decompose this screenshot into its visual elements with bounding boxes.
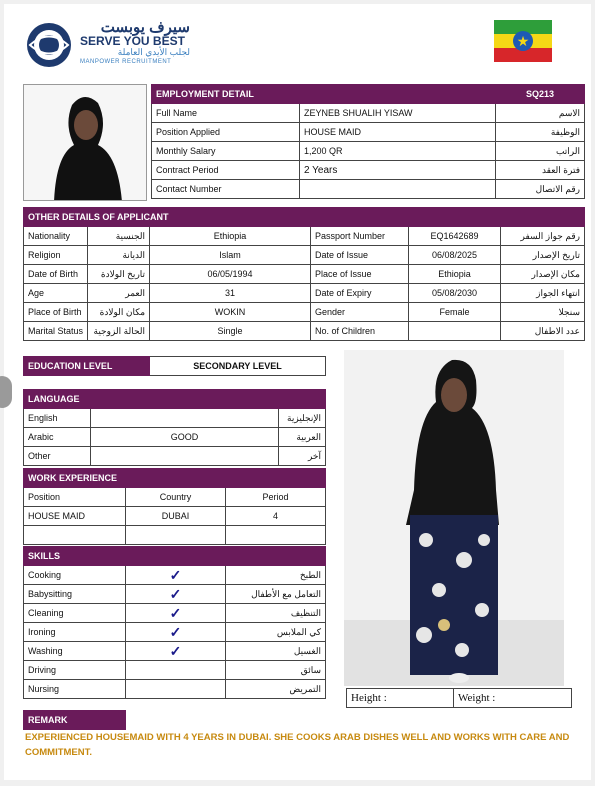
check-icon bbox=[126, 680, 226, 699]
language-name: English bbox=[24, 409, 91, 428]
skill-name-ar: التنظيف bbox=[226, 604, 326, 623]
table-row bbox=[24, 507, 326, 526]
remark-table bbox=[23, 710, 585, 730]
field-label: Nationality bbox=[24, 227, 88, 246]
salary-value: 1,200 QR bbox=[300, 142, 496, 161]
country-flag bbox=[494, 20, 552, 62]
field-label-ar: مكان الإصدار bbox=[501, 265, 585, 284]
field-label: Marital Status bbox=[24, 322, 88, 341]
field-label: Contract Period bbox=[152, 161, 300, 180]
field-label: Position Applied bbox=[152, 123, 300, 142]
field-label-ar: مكان الولادة bbox=[88, 303, 150, 322]
field-label: Place of Birth bbox=[24, 303, 88, 322]
field-value: Female bbox=[409, 303, 501, 322]
field-label-ar: الراتب bbox=[495, 142, 584, 161]
field-label-ar: سنجلا bbox=[501, 303, 585, 322]
field-label: Date of Issue bbox=[311, 246, 409, 265]
other-details-header: OTHER DETAILS OF APPLICANT bbox=[24, 208, 585, 227]
work-country: DUBAI bbox=[126, 507, 226, 526]
language-table bbox=[23, 389, 326, 466]
full-name-value: ZEYNEB SHUALIH YISAW bbox=[300, 104, 496, 123]
logo-arabic-name: سيرف يوبست bbox=[100, 19, 190, 36]
language-name-ar: الإنجليزية bbox=[279, 409, 326, 428]
skill-row bbox=[24, 661, 326, 680]
language-level bbox=[91, 409, 279, 428]
skill-name: Ironing bbox=[24, 623, 126, 642]
field-label-ar: فترة العقد bbox=[495, 161, 584, 180]
field-label: Monthly Salary bbox=[152, 142, 300, 161]
logo-arabic-sub: لجلب الأيدي العاملة bbox=[117, 47, 190, 57]
check-icon: ✓ bbox=[126, 566, 226, 585]
contract-value: 2 Years bbox=[300, 161, 496, 180]
work-experience-header: WORK EXPERIENCE bbox=[24, 469, 326, 488]
skill-row bbox=[24, 585, 326, 604]
language-level bbox=[91, 447, 279, 466]
skill-row bbox=[24, 566, 326, 585]
field-label: Full Name bbox=[152, 104, 300, 123]
education-value: SECONDARY LEVEL bbox=[150, 357, 326, 376]
field-label-ar: تاريخ الإصدار bbox=[501, 246, 585, 265]
language-name-ar: العربية bbox=[279, 428, 326, 447]
other-details-table bbox=[23, 207, 585, 341]
skill-name-ar: التمريض bbox=[226, 680, 326, 699]
skills-header: SKILLS bbox=[24, 547, 326, 566]
skill-row bbox=[24, 680, 326, 699]
field-label: Date of Expiry bbox=[311, 284, 409, 303]
field-label-ar: تاريخ الولادة bbox=[88, 265, 150, 284]
remark-text: EXPERIENCED HOUSEMAID WITH 4 YEARS IN DUBAI. SHE COOKS ARAB DISHES WELL AND WORKS WITH CARE AND COMMITMENT. bbox=[25, 732, 570, 758]
field-label-ar: رقم الاتصال bbox=[495, 180, 584, 199]
field-label: No. of Children bbox=[311, 322, 409, 341]
field-label-ar: الديانة bbox=[88, 246, 150, 265]
field-label-ar: رقم جواز السفر bbox=[501, 227, 585, 246]
contact-value bbox=[300, 180, 496, 199]
column-header: Position bbox=[24, 488, 126, 507]
language-name: Arabic bbox=[24, 428, 91, 447]
check-icon bbox=[126, 661, 226, 680]
field-label: Religion bbox=[24, 246, 88, 265]
check-icon: ✓ bbox=[126, 604, 226, 623]
skills-table bbox=[23, 546, 326, 699]
skill-name-ar: الطبخ bbox=[226, 566, 326, 585]
language-level: GOOD bbox=[91, 428, 279, 447]
skill-name-ar: كي الملابس bbox=[226, 623, 326, 642]
reference-code: SQ213 bbox=[495, 85, 584, 104]
work-position: HOUSE MAID bbox=[24, 507, 126, 526]
field-value: 06/05/1994 bbox=[150, 265, 311, 284]
field-value: 31 bbox=[150, 284, 311, 303]
education-table bbox=[23, 356, 326, 376]
check-icon: ✓ bbox=[126, 623, 226, 642]
logo-tagline: MANPOWER RECRUITMENT bbox=[80, 59, 172, 65]
column-header: Country bbox=[126, 488, 226, 507]
check-icon: ✓ bbox=[126, 642, 226, 661]
portrait-photo bbox=[23, 84, 147, 201]
page-handle[interactable] bbox=[0, 376, 12, 408]
remark-label: REMARK bbox=[24, 711, 126, 730]
full-body-photo bbox=[344, 350, 564, 686]
language-name-ar: آخر bbox=[279, 447, 326, 466]
field-label: Passport Number bbox=[311, 227, 409, 246]
document-page bbox=[4, 4, 591, 780]
field-label-ar: العمر bbox=[88, 284, 150, 303]
employment-detail-header: EMPLOYMENT DETAIL bbox=[152, 85, 496, 104]
flag-emblem-icon: ★ bbox=[513, 31, 533, 51]
field-label: Age bbox=[24, 284, 88, 303]
skill-name: Cooking bbox=[24, 566, 126, 585]
skill-name: Cleaning bbox=[24, 604, 126, 623]
skill-name-ar: الغسيل bbox=[226, 642, 326, 661]
work-experience-table bbox=[23, 468, 326, 545]
skill-name: Driving bbox=[24, 661, 126, 680]
table-row bbox=[24, 526, 326, 545]
field-value: Ethiopia bbox=[409, 265, 501, 284]
column-header: Period bbox=[226, 488, 326, 507]
check-icon: ✓ bbox=[126, 585, 226, 604]
skill-name-ar: التعامل مع الأطفال bbox=[226, 585, 326, 604]
field-label: Contact Number bbox=[152, 180, 300, 199]
field-label-ar: انتهاء الجواز bbox=[501, 284, 585, 303]
field-label-ar: الحالة الزوجية bbox=[88, 322, 150, 341]
field-label: Place of Issue bbox=[311, 265, 409, 284]
field-value: 05/08/2030 bbox=[409, 284, 501, 303]
field-value: Single bbox=[150, 322, 311, 341]
field-value: WOKIN bbox=[150, 303, 311, 322]
skill-row bbox=[24, 642, 326, 661]
field-value bbox=[409, 322, 501, 341]
skill-name-ar: سائق bbox=[226, 661, 326, 680]
field-label-ar: الوظيفة bbox=[495, 123, 584, 142]
skill-name: Washing bbox=[24, 642, 126, 661]
position-value: HOUSE MAID bbox=[300, 123, 496, 142]
work-period: 4 bbox=[226, 507, 326, 526]
field-value: Islam bbox=[150, 246, 311, 265]
company-logo bbox=[24, 18, 199, 74]
skill-name: Nursing bbox=[24, 680, 126, 699]
skill-row bbox=[24, 623, 326, 642]
skill-name: Babysitting bbox=[24, 585, 126, 604]
field-label-ar: عدد الاطفال bbox=[501, 322, 585, 341]
skill-row bbox=[24, 604, 326, 623]
language-name: Other bbox=[24, 447, 91, 466]
language-header: LANGUAGE bbox=[24, 390, 326, 409]
field-label-ar: الاسم bbox=[495, 104, 584, 123]
field-label: Date of Birth bbox=[24, 265, 88, 284]
field-label-ar: الجنسية bbox=[88, 227, 150, 246]
field-value: Ethiopia bbox=[150, 227, 311, 246]
height-label: Height : bbox=[347, 689, 454, 708]
weight-label: Weight : bbox=[454, 689, 572, 708]
field-value: EQ1642689 bbox=[409, 227, 501, 246]
measurements-table bbox=[346, 688, 572, 708]
logo-english-name: SERVE YOU BEST bbox=[80, 34, 185, 48]
field-value: 06/08/2025 bbox=[409, 246, 501, 265]
field-label: Gender bbox=[311, 303, 409, 322]
employment-detail-table bbox=[151, 84, 585, 199]
education-label: EDUCATION LEVEL bbox=[24, 357, 150, 376]
logo-emblem-icon bbox=[24, 20, 80, 70]
